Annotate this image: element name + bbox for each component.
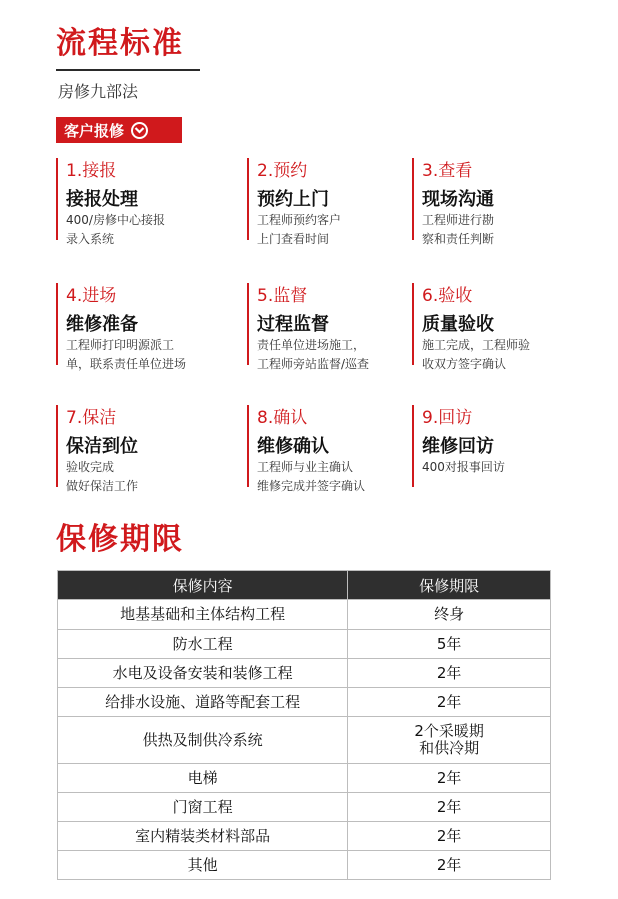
step-item	[247, 158, 412, 246]
table-cell-period: 2年	[348, 659, 551, 688]
table-cell-period: 2年	[348, 793, 551, 822]
step-divider	[247, 283, 249, 365]
step-desc-line: 察和责任判断	[422, 232, 495, 246]
step-item	[412, 158, 577, 246]
page-title: 流程标准	[56, 26, 184, 61]
step-desc-line: 工程师与业主确认	[257, 460, 354, 474]
table-cell-item: 防水工程	[58, 630, 348, 659]
step-number: 6.验收	[422, 286, 473, 306]
table-cell-period: 2年	[348, 822, 551, 851]
step-heading: 质量验收	[422, 314, 494, 335]
table-cell-item: 门窗工程	[58, 793, 348, 822]
step-number: 2.预约	[257, 161, 308, 181]
step-item	[56, 283, 221, 371]
step-desc-line: 工程师旁站监督/巡查	[257, 357, 370, 371]
step-number: 5.监督	[257, 286, 308, 306]
step-desc-line: 维修完成并签字确认	[257, 479, 366, 493]
step-heading: 维修回访	[422, 436, 494, 457]
step-divider	[412, 283, 414, 365]
step-desc-line: 上门查看时间	[257, 232, 330, 246]
step-desc-line: 录入系统	[66, 232, 115, 246]
step-desc-line: 400/房修中心接报	[66, 213, 165, 227]
step-item	[412, 283, 577, 371]
table-row	[58, 688, 551, 717]
table-cell-item: 供热及制供冷系统	[58, 717, 348, 764]
step-desc-line: 400对报事回访	[422, 460, 505, 474]
step-divider	[56, 405, 58, 487]
step-item	[56, 158, 221, 246]
step-divider	[412, 405, 414, 487]
table-cell-period: 2年	[348, 764, 551, 793]
table-cell-period: 2年	[348, 688, 551, 717]
table-cell-period: 2个采暖期 和供冷期	[348, 717, 551, 764]
step-divider	[247, 158, 249, 240]
step-description	[422, 211, 494, 249]
section-title: 保修期限	[56, 522, 184, 557]
table-row	[58, 793, 551, 822]
step-desc-line: 工程师进行勘	[422, 213, 495, 227]
step-number: 4.进场	[66, 286, 117, 306]
table-row	[58, 764, 551, 793]
step-description	[257, 458, 365, 496]
step-desc-line: 做好保洁工作	[66, 479, 139, 493]
table-row	[58, 659, 551, 688]
badge-label: 客户报修	[64, 121, 125, 140]
step-desc-line: 施工完成，工程师验	[422, 338, 531, 352]
column-header: 保修期限	[348, 571, 551, 600]
step-desc-line: 责任单位进场施工，	[257, 338, 366, 352]
table-cell-item: 电梯	[58, 764, 348, 793]
step-description	[257, 336, 369, 374]
page-subtitle: 房修九部法	[58, 82, 139, 101]
customer-repair-badge	[56, 117, 182, 143]
step-heading: 接报处理	[66, 189, 138, 210]
step-description	[257, 211, 341, 249]
table-cell-item: 其他	[58, 851, 348, 880]
table-cell-item: 水电及设备安装和装修工程	[58, 659, 348, 688]
step-desc-line: 工程师打印明源派工	[66, 338, 175, 352]
title-divider	[56, 69, 200, 71]
column-header: 保修内容	[58, 571, 348, 600]
step-divider	[56, 158, 58, 240]
table-row	[58, 630, 551, 659]
step-description	[422, 458, 505, 477]
step-divider	[56, 283, 58, 365]
table-cell-period: 终身	[348, 600, 551, 630]
step-item	[247, 283, 412, 371]
step-desc-line: 工程师预约客户	[257, 213, 342, 227]
step-number: 3.查看	[422, 161, 473, 181]
step-desc-line: 单，联系责任单位进场	[66, 357, 187, 371]
step-number: 8.确认	[257, 408, 308, 428]
step-number: 9.回访	[422, 408, 473, 428]
table-cell-item: 室内精装类材料部品	[58, 822, 348, 851]
step-heading: 过程监督	[257, 314, 329, 335]
step-heading: 维修确认	[257, 436, 329, 457]
warranty-table	[57, 570, 551, 880]
step-description	[422, 336, 530, 374]
table-row	[58, 822, 551, 851]
step-description	[66, 211, 165, 249]
table-cell-item: 给排水设施、道路等配套工程	[58, 688, 348, 717]
step-heading: 预约上门	[257, 189, 329, 210]
chevron-down-circle-icon	[131, 122, 148, 139]
step-heading: 现场沟通	[422, 189, 494, 210]
step-divider	[412, 158, 414, 240]
table-row	[58, 717, 551, 764]
step-desc-line: 验收完成	[66, 460, 115, 474]
step-description	[66, 458, 138, 496]
table-header-row	[58, 571, 551, 600]
step-desc-line: 收双方签字确认	[422, 357, 507, 371]
step-item	[412, 405, 577, 493]
step-heading: 保洁到位	[66, 436, 138, 457]
step-heading: 维修准备	[66, 314, 138, 335]
step-item	[247, 405, 412, 493]
table-cell-item: 地基基础和主体结构工程	[58, 600, 348, 630]
step-item	[56, 405, 221, 493]
table-row	[58, 600, 551, 630]
step-number: 1.接报	[66, 161, 117, 181]
table-cell-period: 5年	[348, 630, 551, 659]
step-number: 7.保洁	[66, 408, 117, 428]
table-row	[58, 851, 551, 880]
table-cell-period: 2年	[348, 851, 551, 880]
step-description	[66, 336, 186, 374]
step-divider	[247, 405, 249, 487]
